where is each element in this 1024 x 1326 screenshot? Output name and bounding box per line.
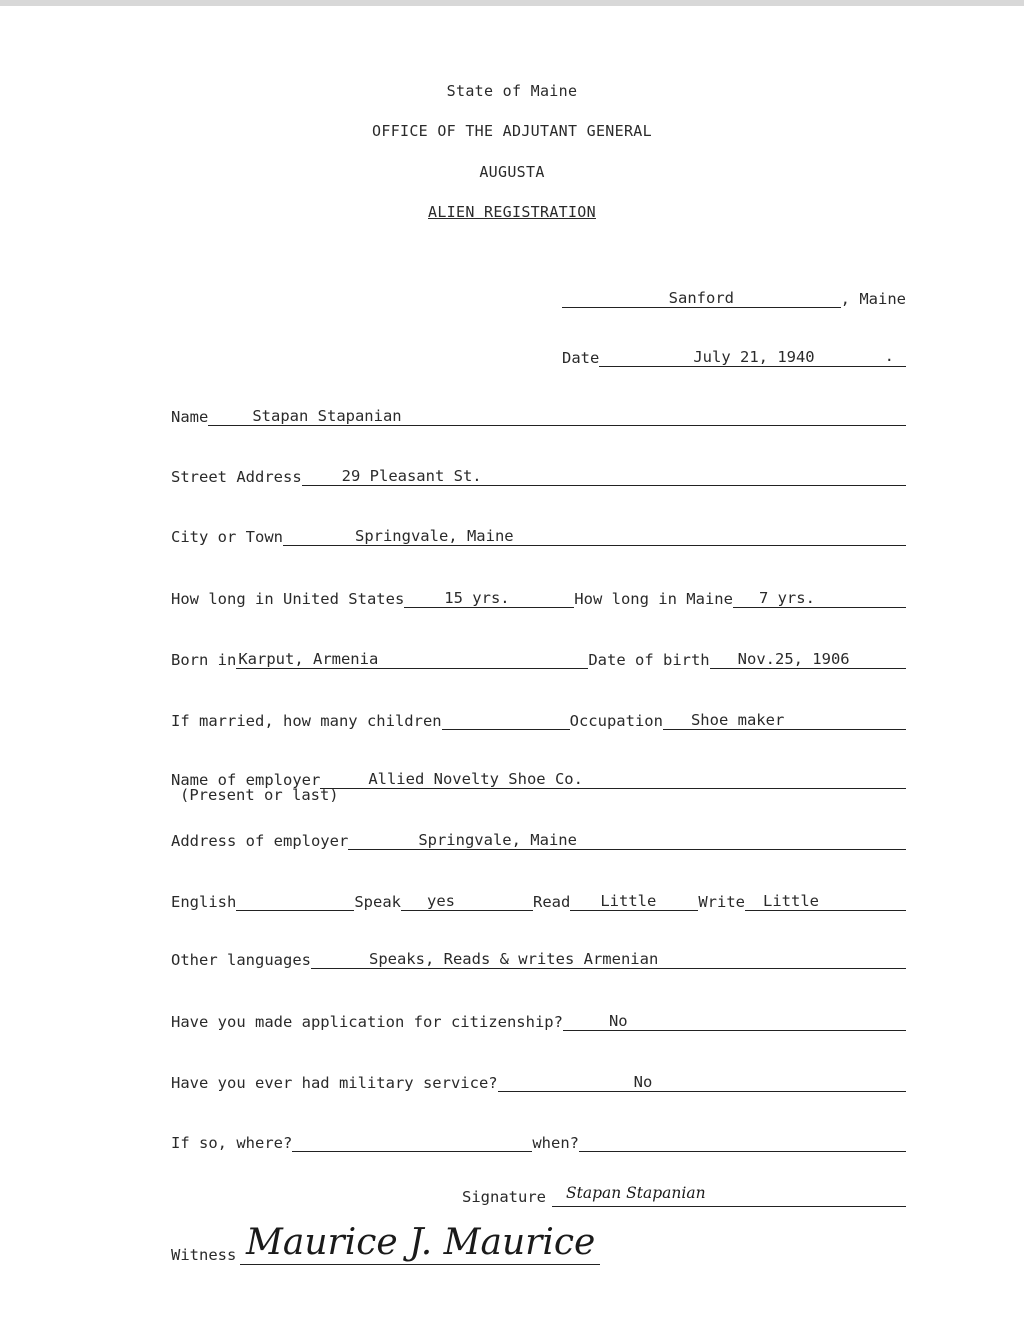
when-label: when? bbox=[532, 1134, 579, 1152]
header-office: OFFICE OF THE ADJUTANT GENERAL bbox=[372, 122, 652, 140]
employer-label: Name of employer bbox=[171, 771, 321, 789]
children-label: If married, how many children bbox=[171, 712, 442, 730]
employer-value: Allied Novelty Shoe Co. bbox=[320, 769, 906, 789]
speak-value: yes bbox=[401, 891, 533, 911]
us-years-value: 15 yrs. bbox=[404, 588, 574, 608]
where-value bbox=[292, 1132, 532, 1152]
languages-value: Speaks, Reads & writes Armenian bbox=[311, 949, 906, 969]
service-row bbox=[171, 1128, 906, 1152]
place-suffix: , Maine bbox=[840, 290, 906, 308]
maine-years-value: 7 yrs. bbox=[733, 588, 906, 608]
english-row bbox=[171, 887, 906, 911]
name-value: Stapan Stapanian bbox=[208, 406, 906, 426]
military-value: No bbox=[498, 1072, 906, 1092]
residence-row bbox=[171, 584, 906, 608]
english-label: English bbox=[171, 893, 237, 911]
where-label: If so, where? bbox=[171, 1134, 293, 1152]
read-value: Little bbox=[570, 891, 698, 911]
military-label: Have you ever had military service? bbox=[171, 1074, 498, 1092]
born-value: Karput, Armenia bbox=[236, 649, 588, 669]
military-row bbox=[171, 1068, 906, 1092]
dob-label: Date of birth bbox=[588, 651, 710, 669]
date-end: . bbox=[884, 347, 894, 365]
read-label: Read bbox=[533, 893, 571, 911]
header-city: AUGUSTA bbox=[479, 163, 545, 181]
english-blank bbox=[236, 891, 354, 911]
city-label: City or Town bbox=[171, 528, 283, 546]
write-value: Little bbox=[745, 891, 906, 911]
dob-value: Nov.25, 1906 bbox=[710, 649, 906, 669]
city-row bbox=[171, 522, 906, 546]
street-label: Street Address bbox=[171, 468, 302, 486]
us-years-label: How long in United States bbox=[171, 590, 405, 608]
occupation-value: Shoe maker bbox=[663, 710, 906, 730]
employer-address-row bbox=[171, 826, 906, 850]
occupation-label: Occupation bbox=[569, 712, 663, 730]
witness-line bbox=[240, 1264, 600, 1265]
speak-label: Speak bbox=[354, 893, 401, 911]
born-label: Born in bbox=[171, 651, 237, 669]
witness-signature: Maurice J. Maurice bbox=[246, 1222, 596, 1263]
date-row bbox=[562, 343, 906, 367]
family-row bbox=[171, 706, 906, 730]
write-label: Write bbox=[698, 893, 745, 911]
languages-row bbox=[171, 945, 906, 969]
maine-years-label: How long in Maine bbox=[574, 590, 733, 608]
employer-sublabel: (Present or last) bbox=[180, 786, 339, 804]
header-state: State of Maine bbox=[446, 82, 578, 100]
birth-row bbox=[171, 645, 906, 669]
place-town: Sanford bbox=[562, 288, 841, 308]
witness-label: Witness bbox=[171, 1246, 237, 1264]
signature: Stapan Stapanian bbox=[566, 1184, 706, 1202]
employer-address-value: Springvale, Maine bbox=[348, 830, 906, 850]
citizenship-row bbox=[171, 1007, 906, 1031]
date-label: Date bbox=[562, 349, 600, 367]
city-value: Springvale, Maine bbox=[283, 526, 906, 546]
employer-address-label: Address of employer bbox=[171, 832, 349, 850]
name-label: Name bbox=[171, 408, 209, 426]
when-value bbox=[579, 1132, 906, 1152]
children-value bbox=[442, 710, 570, 730]
street-row bbox=[171, 462, 906, 486]
signature-label: Signature bbox=[462, 1188, 546, 1206]
form-title: ALIEN REGISTRATION bbox=[428, 203, 596, 221]
citizenship-value: No bbox=[563, 1011, 906, 1031]
languages-label: Other languages bbox=[171, 951, 311, 969]
name-row bbox=[171, 402, 906, 426]
citizenship-label: Have you made application for citizenship? bbox=[171, 1013, 563, 1031]
street-value: 29 Pleasant St. bbox=[302, 466, 906, 486]
date-value: July 21, 1940 bbox=[599, 347, 906, 367]
scan-edge bbox=[0, 0, 1024, 6]
place-row bbox=[562, 284, 906, 308]
